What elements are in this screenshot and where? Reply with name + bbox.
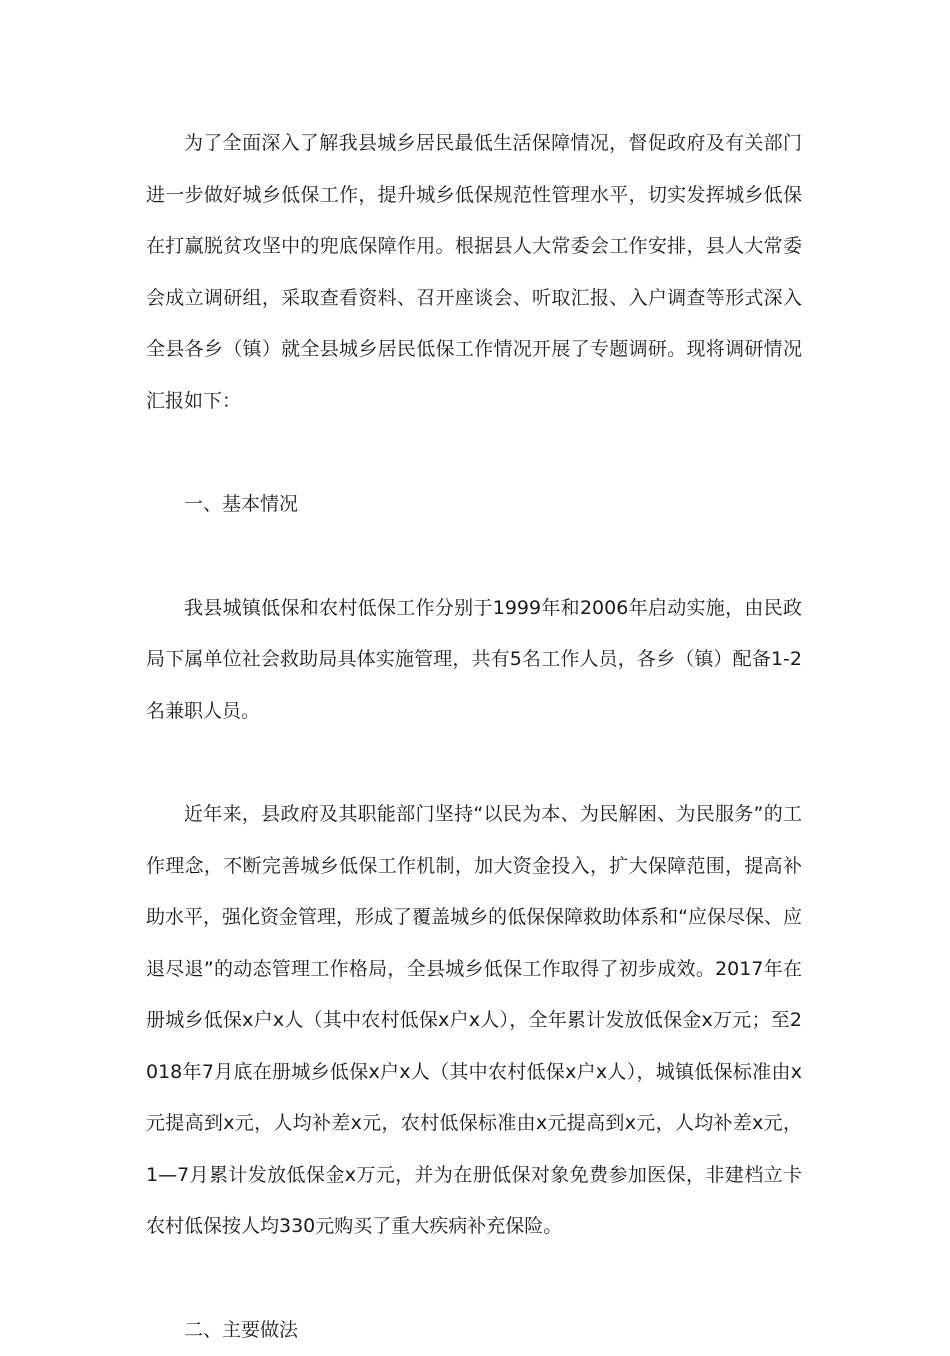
section-heading-basic: 一、基本情况 bbox=[146, 479, 802, 531]
recent-years-paragraph: 近年来，县政府及其职能部门坚持“以民为本、为民解困、为民服务”的工作理念，不断完善城乡低保工作机制，加大资金投入，扩大保障范围，提高补助水平，强化资金管理，形成了覆盖城乡的低保保障救助体系和“应保尽保、应退尽退”的动态管理工作格局，全县城乡低保工作取得了初步成效。2017年在册城乡低保x户x人（其中农村低保x户x人），全年累计发放低保金x万元；至2018年7月底在册城乡低保x户x人（其中农村低保x户x人），城镇低保标准由x元提高到x元，人均补差x元，农村低保标准由x元提高到x元，人均补差x元，1—7月累计发放低保金x万元，并为在册低保对象免费参加医保，非建档立卡农村低保按人均330元购买了重大疾病补充保险。 bbox=[146, 789, 802, 1253]
paragraph-spacer bbox=[146, 427, 802, 479]
paragraph-spacer bbox=[146, 1253, 802, 1305]
basic-info-paragraph: 我县城镇低保和农村低保工作分别于1999年和2006年启动实施，由民政局下属单位社会救助局具体实施管理，共有5名工作人员，各乡（镇）配备1-2名兼职人员。 bbox=[146, 583, 802, 738]
intro-paragraph: 为了全面深入了解我县城乡居民最低生活保障情况，督促政府及有关部门进一步做好城乡低保工作，提升城乡低保规范性管理水平，切实发挥城乡低保在打赢脱贫攻坚中的兜底保障作用。根据县人大常委会工作安排，县人大常委会成立调研组，采取查看资料、召开座谈会、听取汇报、入户调查等形式深入全县各乡（镇）就全县城乡居民低保工作情况开展了专题调研。现将调研情况汇报如下： bbox=[146, 118, 802, 427]
paragraph-spacer bbox=[146, 737, 802, 789]
paragraph-spacer bbox=[146, 531, 802, 583]
section-heading-practices: 二、主要做法 bbox=[146, 1305, 802, 1356]
